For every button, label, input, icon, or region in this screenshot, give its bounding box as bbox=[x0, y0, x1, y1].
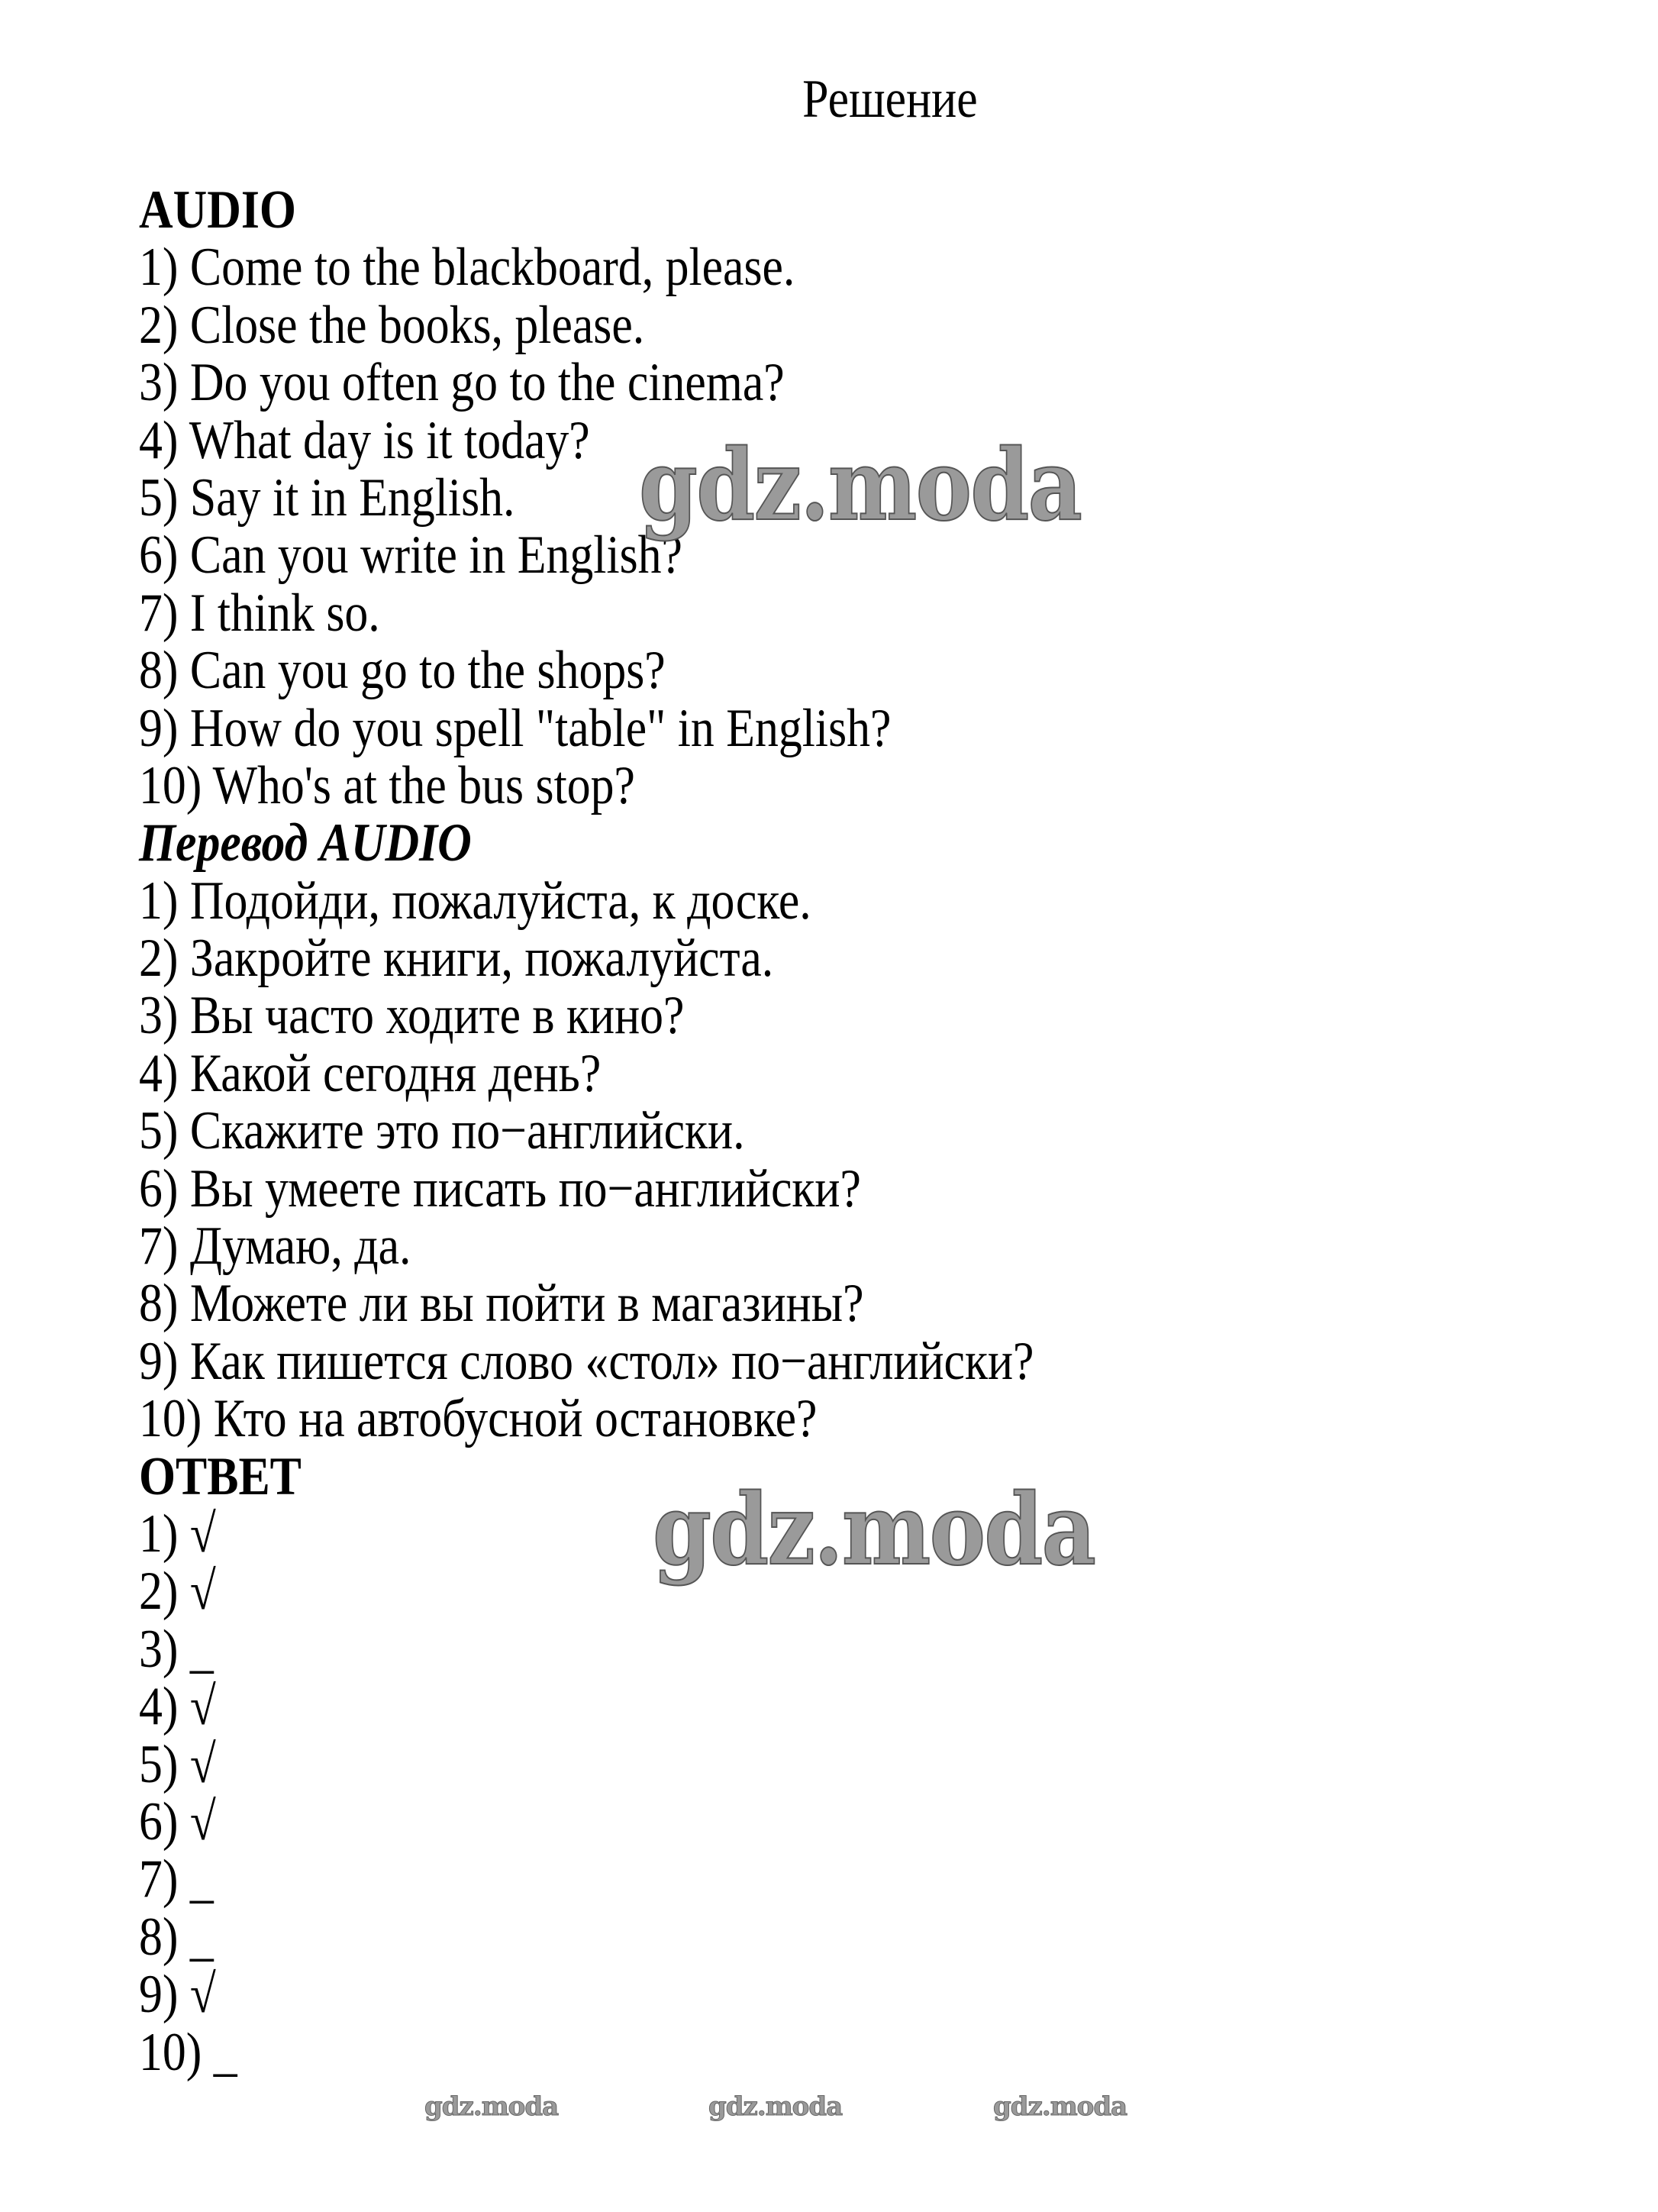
audio-item: 2) Close the books, please. bbox=[139, 295, 645, 355]
translation-item: 1) Подойди, пожалуйста, к доске. bbox=[139, 870, 811, 931]
audio-item: 10) Who's at the bus stop? bbox=[139, 755, 635, 815]
answer-item: 5) √ bbox=[139, 1734, 216, 1794]
translation-item: 4) Какой сегодня день? bbox=[139, 1043, 602, 1103]
answer-item: 6) √ bbox=[139, 1791, 216, 1852]
translation-item: 7) Думаю, да. bbox=[139, 1216, 411, 1277]
translation-item: 5) Скажите это по−английски. bbox=[139, 1101, 745, 1161]
watermark: gdz.moda bbox=[424, 2091, 559, 2122]
answer-item: 7) _ bbox=[139, 1849, 214, 1910]
audio-heading: AUDIO bbox=[139, 180, 296, 240]
watermark: gdz.moda bbox=[993, 2091, 1127, 2122]
translation-item: 6) Вы умеете писать по−английски? bbox=[139, 1158, 861, 1219]
audio-item: 8) Can you go to the shops? bbox=[139, 641, 666, 701]
translation-heading: Перевод AUDIO bbox=[139, 813, 472, 873]
answer-item: 4) √ bbox=[139, 1677, 216, 1737]
watermark: gdz.moda bbox=[639, 428, 1082, 543]
audio-item: 4) What day is it today? bbox=[139, 410, 590, 470]
translation-item: 10) Кто на автобусной остановке? bbox=[139, 1389, 818, 1449]
translation-item: 8) Можете ли вы пойти в магазины? bbox=[139, 1274, 864, 1334]
translation-item: 9) Как пишется слово «стол» по−английски? bbox=[139, 1331, 1034, 1391]
answer-item: 1) √ bbox=[139, 1503, 216, 1564]
answer-item: 9) √ bbox=[139, 1965, 216, 2025]
answer-item: 2) √ bbox=[139, 1561, 216, 1622]
audio-item: 3) Do you often go to the cinema? bbox=[139, 353, 785, 413]
audio-item: 1) Come to the blackboard, please. bbox=[139, 237, 795, 298]
answer-heading: ОТВЕТ bbox=[139, 1446, 302, 1506]
translation-item: 3) Вы часто ходите в кино? bbox=[139, 986, 685, 1046]
watermark: gdz.moda bbox=[708, 2091, 843, 2122]
answer-item: 10) _ bbox=[139, 2022, 237, 2082]
audio-item: 5) Say it in English. bbox=[139, 467, 515, 528]
answer-item: 8) _ bbox=[139, 1907, 214, 1967]
page-title: Решение bbox=[802, 69, 978, 129]
audio-item: 6) Can you write in English? bbox=[139, 525, 682, 586]
audio-item: 7) I think so. bbox=[139, 583, 380, 643]
translation-item: 2) Закройте книги, пожалуйста. bbox=[139, 928, 774, 989]
watermark: gdz.moda bbox=[653, 1473, 1095, 1587]
audio-item: 9) How do you spell "table" in English? bbox=[139, 698, 892, 758]
answer-item: 3) _ bbox=[139, 1619, 214, 1679]
